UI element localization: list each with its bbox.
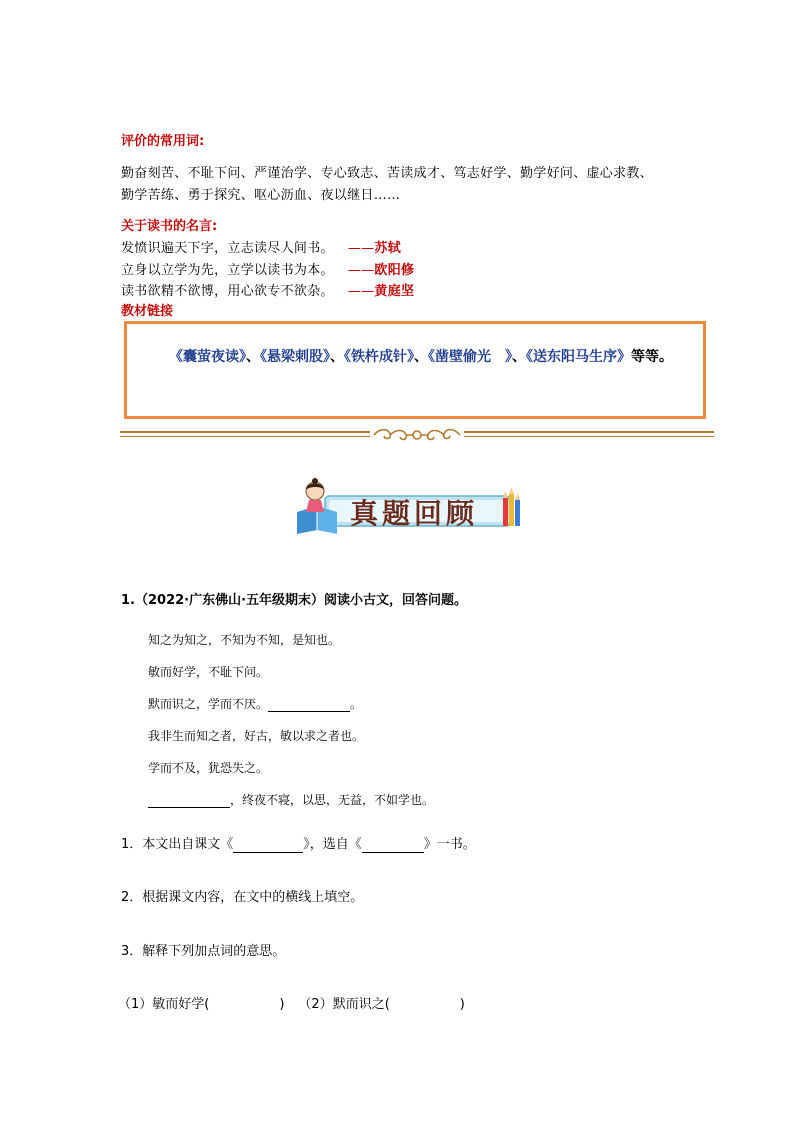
section-banner <box>295 478 525 538</box>
ornamental-divider <box>120 428 714 442</box>
eval-line-1: 勤奋刻苦、不耻下问、严谨治学、专心致志、苦读成才、笃志好学、勤学好问、虚心求教、 <box>121 166 654 181</box>
quote-row <box>121 237 401 256</box>
textbook-title: 《送东阳马生序》 <box>526 349 631 365</box>
separator: 、 <box>246 349 260 365</box>
quote-row <box>121 259 414 278</box>
quotes-heading: 关于读书的名言: <box>121 219 218 234</box>
sub-question-text: ) <box>459 997 465 1012</box>
passage-text: ，终夜不寝，以思，无益，不如学也。 <box>230 793 435 807</box>
quote-author: 苏轼 <box>374 241 402 256</box>
textbook-list <box>141 342 693 372</box>
quote-dash: —— <box>347 241 375 256</box>
passage-text: 默而识之，学而不厌。 <box>148 697 269 711</box>
separator: 、 <box>512 349 526 365</box>
separator: 、 <box>414 349 428 365</box>
answer-space[interactable] <box>209 997 279 1012</box>
textbook-box <box>124 321 706 419</box>
passage-line-6 <box>148 791 434 808</box>
sub-question-text: （2）默而识之( <box>298 997 390 1012</box>
question-header: 1.（2022·广东佛山·五年级期末）阅读小古文，回答问题。 <box>121 593 468 608</box>
fill-blank[interactable] <box>233 837 303 853</box>
fill-blank[interactable] <box>268 697 350 712</box>
banner-title: 真题回顾 <box>350 497 479 530</box>
fill-blank[interactable] <box>362 837 424 853</box>
quote-dash: —— <box>347 263 375 278</box>
passage-line-1: 知之为知之，不知为不知，是知也。 <box>148 633 341 647</box>
eval-heading: 评价的常用词: <box>121 134 205 149</box>
textbook-title: 《囊萤夜读》 <box>169 349 246 365</box>
sub-question-text: 》一书。 <box>423 837 476 852</box>
sub-question-3: 3．解释下列加点词的意思。 <box>121 944 286 959</box>
quote-text: 立身以立学为先，立学以读书为本。 <box>121 263 334 278</box>
quote-row <box>121 280 414 299</box>
passage-end: 。 <box>350 697 363 711</box>
textbook-heading: 教材链接 <box>121 304 174 319</box>
sub-question-text: 1．本文出自课文《 <box>121 837 234 852</box>
scroll-ornament-icon <box>370 426 464 444</box>
textbook-title: 《铁杵成针》 <box>344 349 414 365</box>
answer-space[interactable] <box>390 997 460 1012</box>
passage-line-5: 学而不及，犹恐失之。 <box>148 761 269 775</box>
quote-author: 欧阳修 <box>374 263 415 278</box>
fill-blank[interactable] <box>148 793 230 808</box>
passage-line-2: 敏而好学，不耻下问。 <box>148 665 269 679</box>
sub-question-text: （1）敏而好学( <box>118 997 210 1012</box>
separator: 、 <box>330 349 344 365</box>
quote-text: 读书欲精不欲博，用心欲专不欲杂。 <box>121 284 334 299</box>
textbook-title: 《悬梁刺股》 <box>260 349 330 365</box>
sub-question-3-items <box>118 993 465 1012</box>
eval-line-2: 勤学苦练、勇于探究、呕心沥血、夜以继日…… <box>121 188 401 203</box>
textbook-title: 《凿壁偷光 》 <box>428 349 512 365</box>
quote-text: 发愤识遍天下字，立志读尽人间书。 <box>121 241 334 256</box>
sub-question-text: 》，选自《 <box>303 837 362 852</box>
passage-line-4: 我非生而知之者，好古，敏以求之者也。 <box>148 729 365 743</box>
sub-question-2: 2．根据课文内容，在文中的横线上填空。 <box>121 890 364 905</box>
passage-line-3 <box>148 695 362 712</box>
quote-dash: —— <box>347 284 375 299</box>
quote-author: 黄庭坚 <box>374 284 415 299</box>
sub-question-1 <box>121 833 476 853</box>
sub-question-text: ) <box>279 997 285 1012</box>
textbook-suffix: 等等。 <box>631 349 673 365</box>
